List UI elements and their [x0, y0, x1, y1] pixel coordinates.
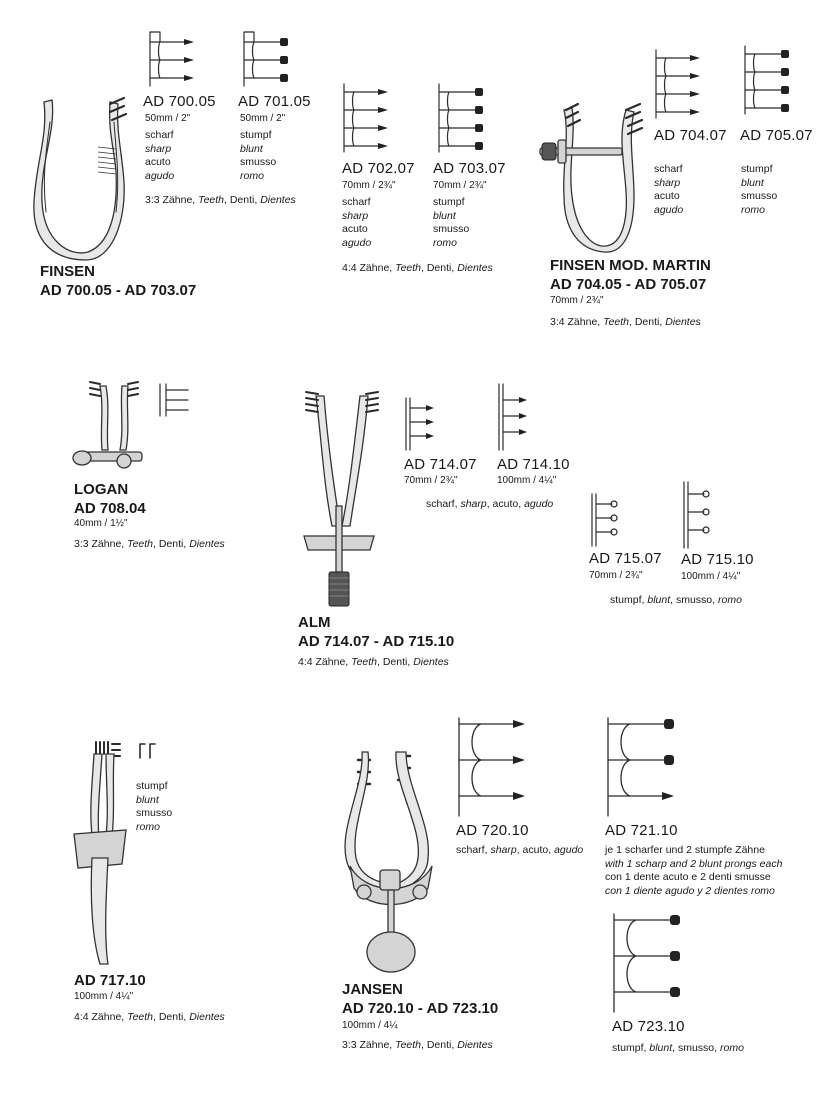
word-de: scharf: [654, 163, 683, 175]
word-it: smusso: [136, 807, 173, 819]
word-de: scharf: [145, 129, 174, 141]
prong-diagram-3-sharp-icon: [404, 396, 436, 452]
word-en: blunt: [240, 142, 263, 155]
alm-title: ALM: [298, 614, 331, 631]
ad70207-dim: 70mm / 2¾": [342, 180, 396, 191]
logan-dim: 40mm / 1½": [74, 518, 128, 529]
word-en: sharp: [342, 209, 369, 222]
prong-diagram-4-blunt-icon: [437, 82, 487, 156]
finsen-teeth-44: 4:4 Zähne, Teeth, Denti, Dientes: [342, 262, 493, 274]
ad71710-code: AD 717.10: [74, 972, 146, 989]
ad71507-code: AD 715.07: [589, 550, 662, 567]
word-it: smusso: [741, 190, 778, 202]
word-es: romo: [136, 820, 160, 833]
word-it: smusso: [433, 223, 470, 235]
ad71710-teeth: 4:4 Zähne, Teeth, Denti, Dientes: [74, 1011, 225, 1023]
ad70105-dim: 50mm / 2": [240, 113, 286, 124]
prong-diagram-3-sharp-large-icon: [457, 716, 529, 820]
alm-sharp-note: scharf, sharp, acuto, agudo: [426, 498, 554, 510]
ad71710-retractor-image: [70, 738, 130, 968]
martin-dim: 70mm / 2¾": [550, 295, 604, 306]
ad72110-notes: [605, 844, 782, 898]
ad71507-dim: 70mm / 2¾": [589, 570, 643, 581]
word-de: stumpf: [136, 780, 168, 792]
note-de: je 1 scharfer und 2 stumpfe Zähne: [605, 844, 765, 856]
prong-small-blunt-icon: [136, 740, 160, 760]
ad72010-code: AD 720.10: [456, 822, 529, 839]
finsen-teeth-33: 3:3 Zähne, Teeth, Denti, Dientes: [145, 194, 296, 206]
word-es: agudo: [145, 169, 175, 182]
ad71407-code: AD 714.07: [404, 456, 477, 473]
word-en: blunt: [741, 176, 764, 189]
prong-diagram-mixed-large-icon: [606, 716, 678, 820]
word-es: romo: [433, 236, 457, 249]
martin-range: AD 704.05 - AD 705.07: [550, 276, 707, 293]
ad70507-code: AD 705.07: [740, 127, 813, 144]
word-en: blunt: [136, 793, 159, 806]
jansen-dim: 100mm / 4¼: [342, 1020, 398, 1031]
ad72310-code: AD 723.10: [612, 1018, 685, 1035]
finsen-retractor-image: [30, 92, 130, 262]
ad70307-code: AD 703.07: [433, 160, 506, 177]
word-it: acuto: [145, 156, 171, 168]
prong-diagram-3-blunt-large-icon: [612, 912, 684, 1016]
alm-range: AD 714.07 - AD 715.10: [298, 633, 455, 650]
alm-blunt-note: stumpf, blunt, smusso, romo: [610, 594, 742, 606]
finsen-range: AD 700.05 - AD 703.07: [40, 282, 197, 299]
prong-diagram-3-blunt-icon: [590, 492, 622, 548]
prong-diagram-3-sharp-long-icon: [497, 382, 529, 452]
word-en: blunt: [433, 209, 456, 222]
logan-code: AD 708.04: [74, 500, 146, 517]
martin-teeth: 3:4 Zähne, Teeth, Denti, Dientes: [550, 316, 701, 328]
ad70307-dim: 70mm / 2¾": [433, 180, 487, 191]
ad71510-dim: 100mm / 4¼": [681, 571, 741, 582]
prong-diagram-3-sharp-icon: [148, 30, 198, 90]
prong-diagram-4-blunt-icon: [743, 44, 793, 118]
logan-title: LOGAN: [74, 481, 129, 498]
ad70407-code: AD 704.07: [654, 127, 727, 144]
ad71510-code: AD 715.10: [681, 551, 754, 568]
martin-retractor-image: [534, 96, 654, 254]
note-es: con 1 diente agudo y 2 dientes romo: [605, 884, 775, 897]
ad70005-dim: 50mm / 2": [145, 113, 191, 124]
ad70207-code: AD 702.07: [342, 160, 415, 177]
ad72010-note: scharf, sharp, acuto, agudo: [456, 844, 584, 856]
prong-diagram-3-small-icon: [158, 382, 194, 418]
alm-teeth: 4:4 Zähne, Teeth, Denti, Dientes: [298, 656, 449, 668]
prong-diagram-4-sharp-icon: [342, 82, 392, 156]
word-de: stumpf: [741, 163, 773, 175]
word-es: romo: [240, 169, 264, 182]
prong-diagram-3-blunt-icon: [242, 30, 292, 90]
ad72110-code: AD 721.10: [605, 822, 678, 839]
jansen-range: AD 720.10 - AD 723.10: [342, 1000, 499, 1017]
ad71710-dim: 100mm / 4¼": [74, 991, 134, 1002]
word-en: sharp: [145, 142, 172, 155]
note-it: con 1 dente acuto e 2 denti smusse: [605, 871, 771, 883]
martin-title: FINSEN MOD. MARTIN: [550, 257, 711, 274]
word-de: stumpf: [240, 129, 272, 141]
finsen-title: FINSEN: [40, 263, 96, 280]
jansen-retractor-image: [336, 746, 446, 978]
jansen-teeth: 3:3 Zähne, Teeth, Denti, Dientes: [342, 1039, 493, 1051]
ad70005-code: AD 700.05: [143, 93, 216, 110]
logan-teeth: 3:3 Zähne, Teeth, Denti, Dientes: [74, 538, 225, 550]
word-de: stumpf: [433, 196, 465, 208]
ad72310-note: stumpf, blunt, smusso, romo: [612, 1042, 744, 1054]
ad71410-code: AD 714.10: [497, 456, 570, 473]
ad71407-dim: 70mm / 2¾": [404, 475, 458, 486]
alm-retractor-image: [296, 386, 382, 608]
jansen-title: JANSEN: [342, 981, 403, 998]
prong-diagram-3-blunt-long-icon: [682, 480, 714, 550]
word-it: smusso: [240, 156, 277, 168]
logan-retractor-image: [70, 378, 150, 472]
ad71410-dim: 100mm / 4¼": [497, 475, 557, 486]
word-it: acuto: [654, 190, 680, 202]
word-es: romo: [741, 203, 765, 216]
word-es: agudo: [342, 236, 372, 249]
word-es: agudo: [654, 203, 684, 216]
note-en: with 1 scharp and 2 blunt prongs each: [605, 857, 783, 870]
ad70105-code: AD 701.05: [238, 93, 311, 110]
prong-diagram-4-sharp-icon: [654, 48, 704, 122]
word-en: sharp: [654, 176, 681, 189]
word-it: acuto: [342, 223, 368, 235]
word-de: scharf: [342, 196, 371, 208]
